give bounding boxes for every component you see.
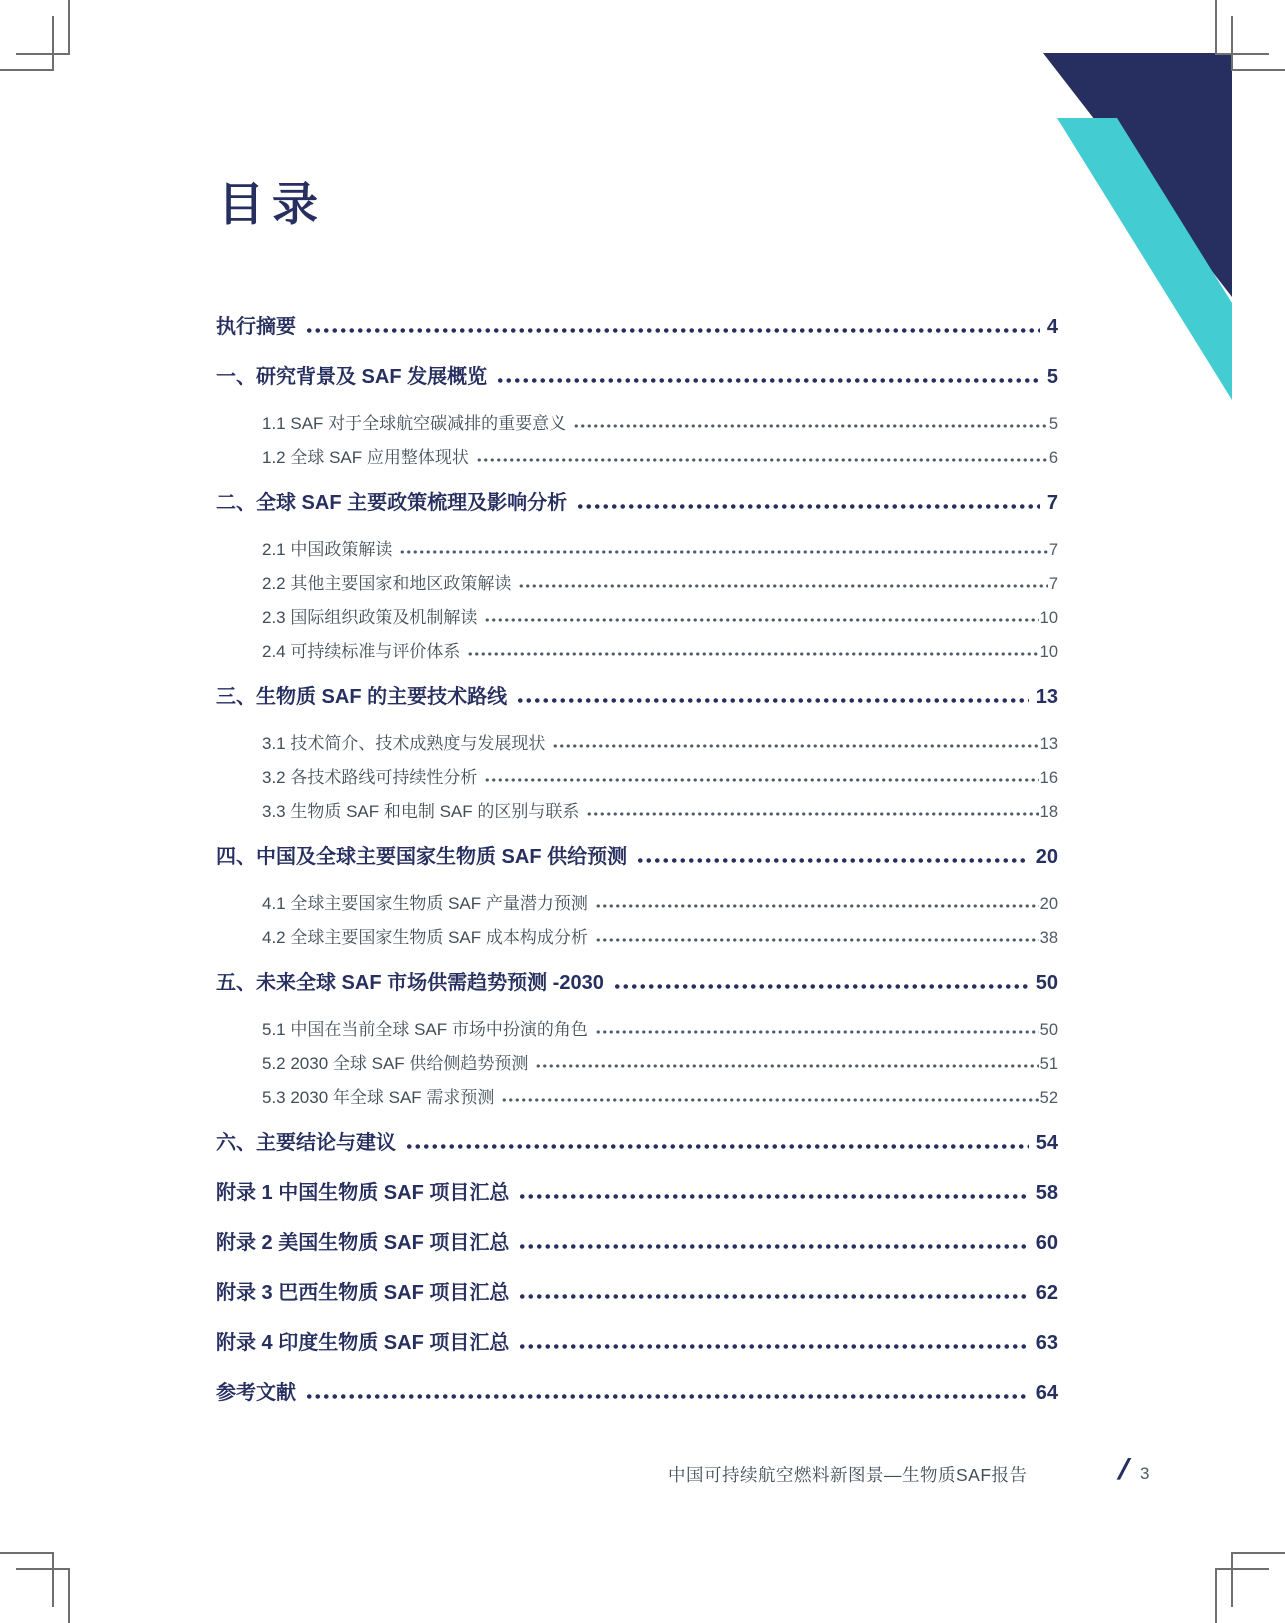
dot-leader	[586, 812, 1038, 816]
toc-entry[interactable]	[216, 1376, 1058, 1404]
crop-mark-icon	[1215, 0, 1217, 55]
toc-entry-label: 5.3 2030 年全球 SAF 需求预测	[262, 1088, 495, 1107]
toc-entry[interactable]	[216, 1083, 1058, 1107]
toc-entry-page: 13	[1035, 686, 1058, 708]
crop-mark-icon	[68, 0, 70, 55]
crop-mark-icon	[52, 1552, 54, 1607]
toc-entry-label: 5.1 中国在当前全球 SAF 市场中扮演的角色	[262, 1020, 588, 1039]
dot-leader	[518, 1344, 1028, 1349]
toc-entry[interactable]	[216, 486, 1058, 514]
toc-entry[interactable]	[216, 1176, 1058, 1204]
toc-entry[interactable]	[216, 923, 1058, 947]
toc-entry-page: 7	[1046, 492, 1058, 514]
dot-leader	[518, 1244, 1028, 1249]
dot-leader	[501, 1098, 1038, 1102]
toc-entry[interactable]	[216, 680, 1058, 708]
dot-leader	[405, 1144, 1029, 1149]
dot-leader	[496, 378, 1040, 383]
toc-entry-label: 5.2 2030 全球 SAF 供给侧趋势预测	[262, 1054, 529, 1073]
dot-leader	[636, 858, 1029, 863]
dot-leader	[518, 1194, 1028, 1199]
toc-entry[interactable]	[216, 1276, 1058, 1304]
toc-entry-label: 3.3 生物质 SAF 和电制 SAF 的区别与联系	[262, 802, 580, 821]
dot-leader	[518, 584, 1047, 588]
toc-entry-label: 2.3 国际组织政策及机制解读	[262, 608, 478, 627]
toc-entry-label: 4.1 全球主要国家生物质 SAF 产量潜力预测	[262, 894, 588, 913]
toc-entry-page: 60	[1035, 1232, 1058, 1254]
page-title: 目录	[218, 178, 326, 230]
dot-leader	[573, 424, 1048, 428]
toc-entry[interactable]	[216, 409, 1058, 433]
toc-entry-page: 63	[1035, 1332, 1058, 1354]
toc-entry-label: 四、中国及全球主要国家生物质 SAF 供给预测	[216, 846, 628, 868]
toc-entry-page: 4	[1046, 316, 1058, 338]
toc-entry-label: 执行摘要	[216, 316, 296, 338]
dot-leader	[399, 550, 1047, 554]
dot-leader	[535, 1064, 1038, 1068]
toc-entry[interactable]	[216, 1015, 1058, 1039]
toc-entry-label: 3.2 各技术路线可持续性分析	[262, 768, 478, 787]
crop-mark-icon	[0, 1552, 54, 1554]
toc-entry-label: 1.2 全球 SAF 应用整体现状	[262, 448, 469, 467]
toc-entry-page: 5	[1048, 415, 1058, 433]
dot-leader	[484, 778, 1038, 782]
crop-mark-icon	[1215, 1568, 1269, 1570]
crop-mark-icon	[1231, 16, 1233, 71]
toc-entry-page: 5	[1046, 366, 1058, 388]
toc-entry-page: 10	[1039, 643, 1058, 661]
toc-entry-page: 13	[1039, 735, 1058, 753]
toc-entry-label: 附录 2 美国生物质 SAF 项目汇总	[216, 1232, 510, 1254]
dot-leader	[467, 652, 1038, 656]
dot-leader	[576, 504, 1040, 509]
toc-entry-page: 50	[1035, 972, 1058, 994]
footer-page-number: 3	[1140, 1464, 1150, 1483]
toc-entry-label: 六、主要结论与建议	[216, 1132, 396, 1154]
crop-mark-icon	[16, 53, 70, 55]
toc-entry-page: 10	[1039, 609, 1058, 627]
toc-entry[interactable]	[216, 535, 1058, 559]
toc-entry-page: 50	[1039, 1021, 1058, 1039]
toc-entry-label: 附录 4 印度生物质 SAF 项目汇总	[216, 1332, 510, 1354]
toc-entry-label: 参考文献	[216, 1382, 296, 1404]
toc-entry[interactable]	[216, 729, 1058, 753]
toc-entry-label: 三、生物质 SAF 的主要技术路线	[216, 686, 508, 708]
dot-leader	[518, 1294, 1028, 1299]
toc-entry-label: 1.1 SAF 对于全球航空碳减排的重要意义	[262, 414, 567, 433]
crop-mark-icon	[1231, 69, 1285, 71]
dot-leader	[305, 1394, 1029, 1399]
dot-leader	[595, 938, 1039, 942]
dot-leader	[595, 1030, 1039, 1034]
toc-entry-page: 54	[1035, 1132, 1058, 1154]
crop-mark-icon	[0, 69, 54, 71]
dot-leader	[595, 904, 1039, 908]
toc-entry-page: 7	[1048, 575, 1058, 593]
toc-entry[interactable]	[216, 1049, 1058, 1073]
toc-entry[interactable]	[216, 1326, 1058, 1354]
toc-entry-page: 16	[1039, 769, 1058, 787]
toc-entry[interactable]	[216, 1126, 1058, 1154]
toc-entry[interactable]	[216, 603, 1058, 627]
crop-mark-icon	[1231, 1552, 1285, 1554]
crop-mark-icon	[1231, 1552, 1233, 1607]
toc-entry-page: 6	[1048, 449, 1058, 467]
toc-entry-label: 一、研究背景及 SAF 发展概览	[216, 366, 488, 388]
toc-entry-label: 2.1 中国政策解读	[262, 540, 393, 559]
toc-entry-page: 20	[1035, 846, 1058, 868]
toc-entry-label: 二、全球 SAF 主要政策梳理及影响分析	[216, 492, 568, 514]
footer-report-title: 中国可持续航空燃料新图景—生物质SAF报告	[668, 1465, 1028, 1485]
toc-entry-page: 20	[1039, 895, 1058, 913]
toc-entry[interactable]	[216, 966, 1058, 994]
toc-entry[interactable]	[216, 797, 1058, 821]
toc-entry-label: 2.2 其他主要国家和地区政策解读	[262, 574, 512, 593]
toc-entry-label: 五、未来全球 SAF 市场供需趋势预测 -2030	[216, 972, 604, 994]
toc-entry-page: 18	[1039, 803, 1058, 821]
toc-entry-page: 51	[1039, 1055, 1058, 1073]
toc-entry-page: 58	[1035, 1182, 1058, 1204]
toc-entry[interactable]	[216, 310, 1058, 338]
toc-entry-page: 62	[1035, 1282, 1058, 1304]
dot-leader	[516, 698, 1029, 703]
crop-mark-icon	[16, 1568, 70, 1570]
toc-entry[interactable]	[216, 637, 1058, 661]
toc-entry-page: 7	[1048, 541, 1058, 559]
crop-mark-icon	[52, 16, 54, 71]
toc-entry-label: 3.1 技术简介、技术成熟度与发展现状	[262, 734, 546, 753]
crop-mark-icon	[1215, 1568, 1217, 1623]
toc-entry-page: 64	[1035, 1382, 1058, 1404]
toc-entry-label: 附录 1 中国生物质 SAF 项目汇总	[216, 1182, 510, 1204]
crop-mark-icon	[1215, 53, 1269, 55]
toc-entry-label: 2.4 可持续标准与评价体系	[262, 642, 461, 661]
toc-entry[interactable]	[216, 840, 1058, 868]
toc-entry[interactable]	[216, 1226, 1058, 1254]
slash-icon: /	[1116, 1454, 1130, 1486]
dot-leader	[552, 744, 1038, 748]
toc-entry[interactable]	[216, 889, 1058, 913]
toc-entry-label: 附录 3 巴西生物质 SAF 项目汇总	[216, 1282, 510, 1304]
dot-leader	[305, 328, 1040, 333]
toc-entry-label: 4.2 全球主要国家生物质 SAF 成本构成分析	[262, 928, 588, 947]
toc-entry[interactable]	[216, 763, 1058, 787]
dot-leader	[484, 618, 1038, 622]
toc-entry-page: 52	[1039, 1089, 1058, 1107]
toc-list	[216, 310, 1058, 1404]
toc-entry[interactable]	[216, 443, 1058, 467]
toc-entry-page: 38	[1039, 929, 1058, 947]
dot-leader	[476, 458, 1048, 462]
toc-entry[interactable]	[216, 360, 1058, 388]
crop-mark-icon	[68, 1568, 70, 1623]
toc-entry[interactable]	[216, 569, 1058, 593]
dot-leader	[613, 984, 1029, 989]
page-footer	[0, 1454, 1285, 1498]
